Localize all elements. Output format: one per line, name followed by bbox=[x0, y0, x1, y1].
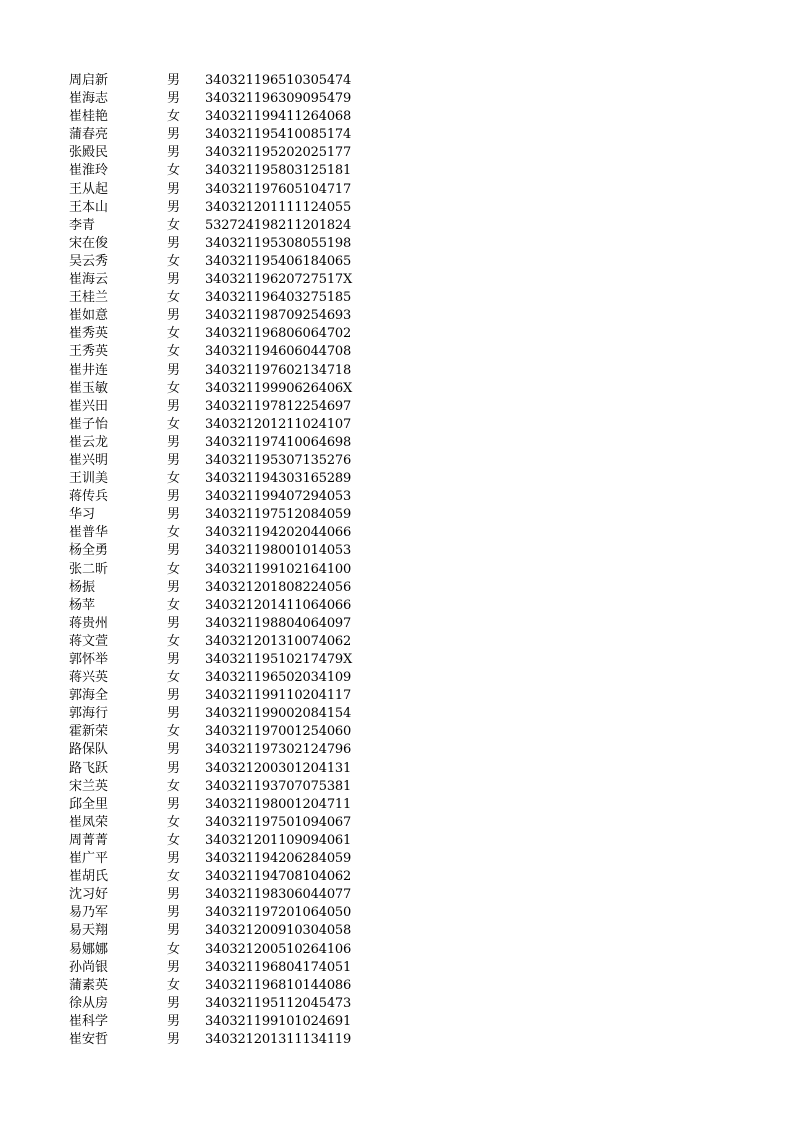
id-number-cell: 340321198306044077 bbox=[205, 887, 352, 903]
gender-cell: 女 bbox=[167, 561, 181, 577]
id-number-cell: 340321201311134119 bbox=[205, 1031, 352, 1047]
name-cell: 路飞跃 bbox=[69, 760, 109, 776]
gender-cell: 男 bbox=[167, 851, 181, 867]
table-row bbox=[0, 687, 793, 705]
table-row bbox=[0, 542, 793, 560]
name-cell: 张殿民 bbox=[69, 145, 109, 161]
gender-cell: 男 bbox=[167, 959, 181, 975]
table-row bbox=[0, 633, 793, 651]
gender-cell: 男 bbox=[167, 688, 181, 704]
name-cell: 崔如意 bbox=[69, 308, 109, 324]
table-row bbox=[0, 832, 793, 850]
table-row bbox=[0, 814, 793, 832]
table-row bbox=[0, 362, 793, 380]
name-cell: 崔安哲 bbox=[69, 1031, 109, 1047]
gender-cell: 女 bbox=[167, 778, 181, 794]
gender-cell: 女 bbox=[167, 253, 181, 269]
table-row bbox=[0, 470, 793, 488]
table-row bbox=[0, 959, 793, 977]
table-row bbox=[0, 1013, 793, 1031]
id-number-cell: 34032119990626406X bbox=[205, 380, 353, 396]
name-cell: 崔淮玲 bbox=[69, 163, 109, 179]
id-number-cell: 340321201411064066 bbox=[205, 597, 352, 613]
id-number-cell: 340321197812254697 bbox=[205, 398, 352, 414]
gender-cell: 女 bbox=[167, 977, 181, 993]
gender-cell: 女 bbox=[167, 109, 181, 125]
name-cell: 周启新 bbox=[69, 73, 109, 88]
table-row bbox=[0, 72, 793, 90]
table-row bbox=[0, 904, 793, 922]
gender-cell: 男 bbox=[167, 489, 181, 505]
id-number-cell: 34032119510217479X bbox=[205, 652, 353, 667]
id-number-cell: 340321199102164100 bbox=[205, 561, 352, 577]
id-number-cell: 340321198709254693 bbox=[205, 308, 352, 324]
gender-cell: 男 bbox=[167, 362, 181, 378]
id-number-cell: 340321197410064698 bbox=[205, 434, 352, 450]
gender-cell: 男 bbox=[167, 434, 181, 450]
name-cell: 张二昕 bbox=[69, 561, 109, 577]
name-cell: 郭海行 bbox=[69, 706, 109, 722]
id-number-cell: 340321198804064097 bbox=[205, 615, 352, 631]
name-cell: 崔桂艳 bbox=[69, 109, 109, 125]
table-row bbox=[0, 90, 793, 108]
gender-cell: 男 bbox=[167, 905, 181, 921]
id-number-cell: 340321196309095479 bbox=[205, 91, 352, 107]
table-row bbox=[0, 325, 793, 343]
name-cell: 王秀英 bbox=[69, 344, 109, 360]
name-cell: 蒋贵州 bbox=[69, 615, 109, 631]
gender-cell: 男 bbox=[167, 235, 181, 251]
gender-cell: 男 bbox=[167, 91, 181, 107]
id-number-cell: 340321197302124796 bbox=[205, 742, 352, 758]
id-number-cell: 340321197605104717 bbox=[205, 181, 352, 197]
table-row bbox=[0, 343, 793, 361]
gender-cell: 女 bbox=[167, 471, 181, 487]
gender-cell: 女 bbox=[167, 344, 181, 360]
table-row bbox=[0, 723, 793, 741]
id-number-cell: 340321198001014053 bbox=[205, 543, 352, 559]
name-cell: 王本山 bbox=[69, 199, 109, 215]
gender-cell: 女 bbox=[167, 217, 181, 233]
gender-cell: 女 bbox=[167, 290, 181, 306]
table-row bbox=[0, 144, 793, 162]
gender-cell: 女 bbox=[167, 724, 181, 740]
gender-cell: 男 bbox=[167, 543, 181, 559]
name-cell: 杨全勇 bbox=[69, 543, 109, 559]
id-number-cell: 340321193707075381 bbox=[205, 778, 352, 794]
name-cell: 邱全里 bbox=[69, 796, 109, 812]
name-cell: 崔广平 bbox=[69, 851, 109, 867]
table-row bbox=[0, 561, 793, 579]
name-cell: 路保队 bbox=[69, 742, 109, 758]
name-cell: 崔井连 bbox=[69, 362, 109, 378]
table-row bbox=[0, 579, 793, 597]
name-cell: 崔子怡 bbox=[69, 416, 109, 432]
gender-cell: 男 bbox=[167, 1013, 181, 1029]
gender-cell: 女 bbox=[167, 380, 181, 396]
id-number-cell: 340321201211024107 bbox=[205, 416, 352, 432]
gender-cell: 女 bbox=[167, 814, 181, 830]
gender-cell: 男 bbox=[167, 145, 181, 161]
id-number-cell: 340321197512084059 bbox=[205, 507, 352, 523]
name-cell: 蒋兴英 bbox=[69, 670, 109, 686]
id-number-cell: 340321195307135276 bbox=[205, 452, 352, 468]
id-number-cell: 340321196804174051 bbox=[205, 959, 352, 975]
id-number-cell: 340321195803125181 bbox=[205, 163, 352, 179]
name-cell: 崔海志 bbox=[69, 91, 109, 107]
gender-cell: 男 bbox=[167, 181, 181, 197]
gender-cell: 女 bbox=[167, 416, 181, 432]
table-row bbox=[0, 741, 793, 759]
id-number-cell: 340321201111124055 bbox=[205, 199, 352, 215]
name-cell: 崔云龙 bbox=[69, 434, 109, 450]
gender-cell: 男 bbox=[167, 923, 181, 939]
table-row bbox=[0, 217, 793, 235]
gender-cell: 男 bbox=[167, 398, 181, 414]
id-number-cell: 340321195410085174 bbox=[205, 127, 352, 143]
name-cell: 宋兰英 bbox=[69, 778, 109, 794]
table-row bbox=[0, 398, 793, 416]
id-number-cell: 340321200910304058 bbox=[205, 923, 352, 939]
gender-cell: 男 bbox=[167, 308, 181, 324]
name-cell: 郭海全 bbox=[69, 688, 109, 704]
name-cell: 徐从房 bbox=[69, 995, 109, 1011]
table-row bbox=[0, 669, 793, 687]
table-row bbox=[0, 778, 793, 796]
gender-cell: 女 bbox=[167, 832, 181, 848]
name-cell: 王桂兰 bbox=[69, 290, 109, 306]
id-number-cell: 340321199110204117 bbox=[205, 688, 352, 704]
id-number-cell: 340321201808224056 bbox=[205, 579, 352, 595]
id-number-cell: 340321197501094067 bbox=[205, 814, 352, 830]
table-row bbox=[0, 597, 793, 615]
id-number-cell: 340321195308055198 bbox=[205, 235, 352, 251]
name-cell: 崔凤荣 bbox=[69, 814, 109, 830]
id-number-cell: 340321194303165289 bbox=[205, 471, 352, 487]
gender-cell: 女 bbox=[167, 670, 181, 686]
gender-cell: 男 bbox=[167, 760, 181, 776]
name-cell: 易乃军 bbox=[69, 905, 109, 921]
table-row bbox=[0, 868, 793, 886]
id-number-cell: 340321199101024691 bbox=[205, 1013, 352, 1029]
table-row bbox=[0, 380, 793, 398]
table-row bbox=[0, 126, 793, 144]
gender-cell: 男 bbox=[167, 796, 181, 812]
table-row bbox=[0, 506, 793, 524]
name-cell: 崔科学 bbox=[69, 1013, 109, 1029]
id-number-cell: 340321199407294053 bbox=[205, 489, 352, 505]
table-row bbox=[0, 850, 793, 868]
id-number-cell: 340321198001204711 bbox=[205, 796, 352, 812]
id-number-cell: 340321195112045473 bbox=[205, 995, 352, 1011]
table-row bbox=[0, 995, 793, 1013]
id-number-cell: 340321200301204131 bbox=[205, 760, 352, 776]
gender-cell: 男 bbox=[167, 272, 181, 288]
name-cell: 郭怀举 bbox=[69, 652, 109, 667]
name-cell: 王训美 bbox=[69, 471, 109, 487]
id-number-cell: 340321194202044066 bbox=[205, 525, 352, 541]
table-row bbox=[0, 199, 793, 217]
id-number-cell: 340321196810144086 bbox=[205, 977, 352, 993]
table-row bbox=[0, 886, 793, 904]
table-row bbox=[0, 253, 793, 271]
name-cell: 崔玉敏 bbox=[69, 380, 109, 396]
gender-cell: 男 bbox=[167, 579, 181, 595]
gender-cell: 男 bbox=[167, 742, 181, 758]
table-row bbox=[0, 651, 793, 669]
name-cell: 蒋文萱 bbox=[69, 633, 109, 649]
name-cell: 周菁菁 bbox=[69, 832, 109, 848]
name-cell: 沈习好 bbox=[69, 887, 109, 903]
gender-cell: 男 bbox=[167, 615, 181, 631]
id-number-cell: 340321196403275185 bbox=[205, 290, 352, 306]
table-row bbox=[0, 108, 793, 126]
name-cell: 宋在俊 bbox=[69, 235, 109, 251]
id-number-cell: 340321195202025177 bbox=[205, 145, 352, 161]
name-cell: 王从起 bbox=[69, 181, 109, 197]
gender-cell: 女 bbox=[167, 326, 181, 342]
table-row bbox=[0, 416, 793, 434]
id-number-cell: 340321201109094061 bbox=[205, 832, 352, 848]
name-cell: 华习 bbox=[69, 507, 96, 523]
gender-cell: 男 bbox=[167, 507, 181, 523]
name-cell: 崔秀英 bbox=[69, 326, 109, 342]
table-row bbox=[0, 705, 793, 723]
gender-cell: 男 bbox=[167, 652, 181, 667]
id-number-cell: 340321199411264068 bbox=[205, 109, 352, 125]
name-cell: 蒋传兵 bbox=[69, 489, 109, 505]
table-row bbox=[0, 289, 793, 307]
table-row bbox=[0, 181, 793, 199]
table-row bbox=[0, 488, 793, 506]
name-cell: 易天翔 bbox=[69, 923, 109, 939]
table-row bbox=[0, 615, 793, 633]
name-cell: 崔兴田 bbox=[69, 398, 109, 414]
table-row bbox=[0, 796, 793, 814]
id-number-cell: 340321194206284059 bbox=[205, 851, 352, 867]
table-row bbox=[0, 941, 793, 959]
name-cell: 杨振 bbox=[69, 579, 96, 595]
id-number-cell: 340321197602134718 bbox=[205, 362, 352, 378]
id-number-cell: 532724198211201824 bbox=[205, 217, 352, 233]
id-number-cell: 340321196502034109 bbox=[205, 670, 352, 686]
gender-cell: 男 bbox=[167, 706, 181, 722]
name-cell: 蒲春亮 bbox=[69, 127, 109, 143]
name-cell: 霍新荣 bbox=[69, 724, 109, 740]
table-row bbox=[0, 524, 793, 542]
table-row bbox=[0, 977, 793, 995]
id-number-cell: 34032119620727517X bbox=[205, 272, 353, 288]
name-cell: 蒲素英 bbox=[69, 977, 109, 993]
id-number-cell: 340321200510264106 bbox=[205, 941, 352, 957]
gender-cell: 女 bbox=[167, 163, 181, 179]
table-row bbox=[0, 235, 793, 253]
id-number-cell: 340321196510305474 bbox=[205, 73, 352, 88]
gender-cell: 女 bbox=[167, 525, 181, 541]
gender-cell: 女 bbox=[167, 869, 181, 885]
table-row bbox=[0, 922, 793, 940]
table-row bbox=[0, 307, 793, 325]
name-cell: 李青 bbox=[69, 217, 96, 233]
name-cell: 易娜娜 bbox=[69, 941, 109, 957]
table-row bbox=[0, 1031, 793, 1049]
id-number-cell: 340321201310074062 bbox=[205, 633, 352, 649]
name-cell: 崔兴明 bbox=[69, 452, 109, 468]
name-cell: 吴云秀 bbox=[69, 253, 109, 269]
table-row bbox=[0, 760, 793, 778]
id-number-cell: 340321194606044708 bbox=[205, 344, 352, 360]
roster-table bbox=[0, 72, 793, 1049]
gender-cell: 女 bbox=[167, 941, 181, 957]
gender-cell: 男 bbox=[167, 887, 181, 903]
gender-cell: 男 bbox=[167, 1031, 181, 1047]
table-row bbox=[0, 452, 793, 470]
gender-cell: 男 bbox=[167, 127, 181, 143]
id-number-cell: 340321194708104062 bbox=[205, 869, 352, 885]
name-cell: 杨苹 bbox=[69, 597, 96, 613]
name-cell: 崔普华 bbox=[69, 525, 109, 541]
gender-cell: 男 bbox=[167, 199, 181, 215]
id-number-cell: 340321197201064050 bbox=[205, 905, 352, 921]
name-cell: 崔胡氏 bbox=[69, 869, 109, 885]
table-row bbox=[0, 162, 793, 180]
id-number-cell: 340321199002084154 bbox=[205, 706, 352, 722]
id-number-cell: 340321196806064702 bbox=[205, 326, 352, 342]
gender-cell: 女 bbox=[167, 633, 181, 649]
gender-cell: 男 bbox=[167, 73, 181, 88]
table-row bbox=[0, 271, 793, 289]
gender-cell: 男 bbox=[167, 452, 181, 468]
id-number-cell: 340321197001254060 bbox=[205, 724, 352, 740]
table-row bbox=[0, 434, 793, 452]
gender-cell: 女 bbox=[167, 597, 181, 613]
id-number-cell: 340321195406184065 bbox=[205, 253, 352, 269]
name-cell: 崔海云 bbox=[69, 272, 109, 288]
gender-cell: 男 bbox=[167, 995, 181, 1011]
name-cell: 孙尚银 bbox=[69, 959, 109, 975]
